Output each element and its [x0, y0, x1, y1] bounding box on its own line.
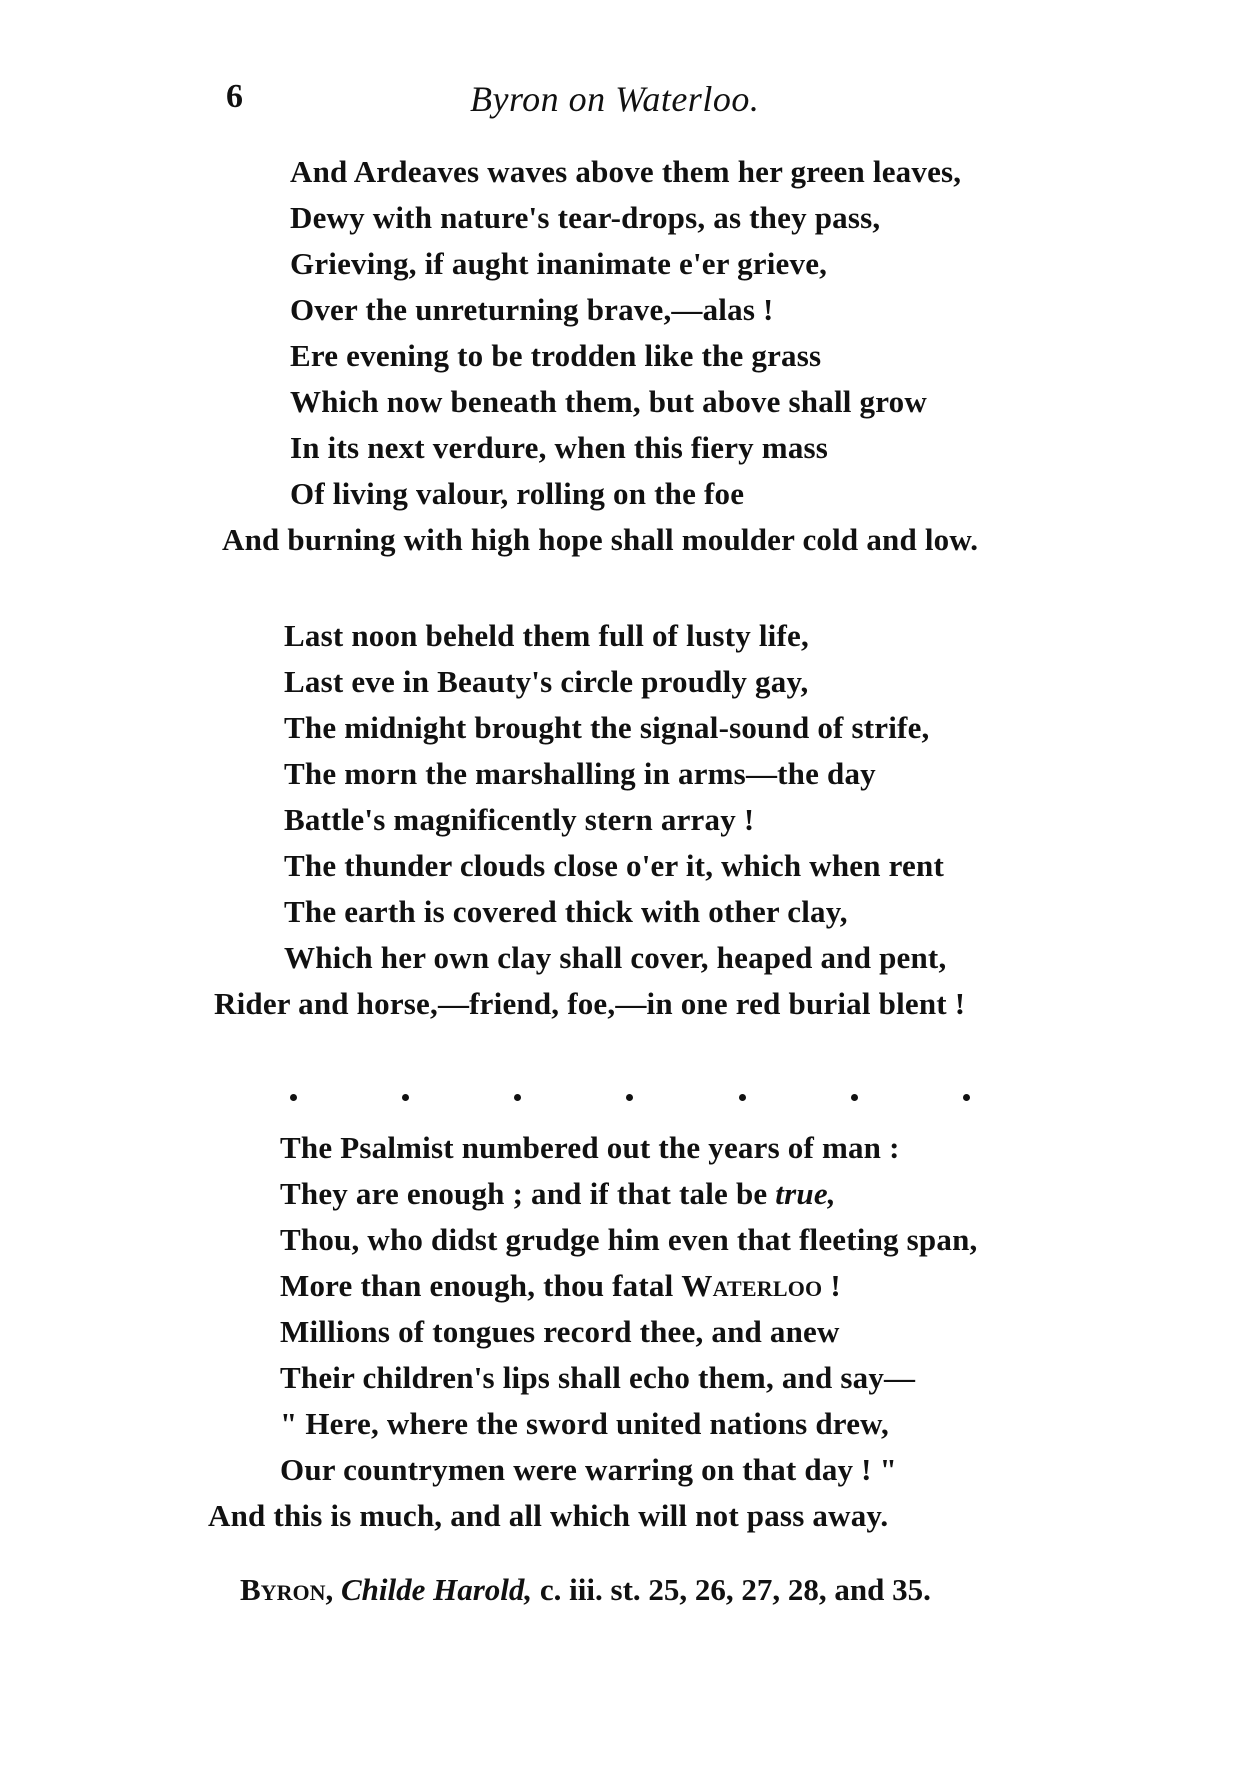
poem-line: And this is much, and all which will not pass away.: [208, 1498, 889, 1533]
poem-line: The morn the marshalling in arms—the day: [284, 756, 876, 791]
poem-line: Which now beneath them, but above shall grow: [290, 384, 927, 419]
poem-line: Millions of tongues record thee, and anew: [280, 1314, 840, 1349]
dot: [626, 1094, 633, 1101]
poem-line: The midnight brought the signal-sound of strife,: [284, 710, 930, 745]
poem-line: Over the unreturning brave,—alas !: [290, 292, 774, 327]
poem-line: Their children's lips shall echo them, and say—: [280, 1360, 916, 1395]
attribution-reference: c. iii. st. 25, 26, 27, 28, and 35.: [532, 1572, 931, 1607]
dot: [739, 1094, 746, 1101]
attribution-author: Byron: [240, 1572, 326, 1607]
page-number: 6: [226, 78, 243, 115]
poem-line: Ere evening to be trodden like the grass: [290, 338, 822, 373]
attribution: Byron, Childe Harold, c. iii. st. 25, 26, 27, 28, and 35.: [240, 1572, 931, 1607]
running-title: Byron on Waterloo.: [470, 79, 760, 119]
poem-line: [280, 1266, 841, 1306]
poem-line: Battle's magnificently stern array !: [284, 802, 755, 837]
poem-line-end: !: [822, 1268, 841, 1303]
poem-line: The thunder clouds close o'er it, which when rent: [284, 848, 944, 883]
dot: [851, 1094, 858, 1101]
dot: [402, 1094, 409, 1101]
poem-line: And burning with high hope shall moulder cold and low.: [222, 522, 979, 557]
poem-line: Last noon beheld them full of lusty life,: [284, 618, 809, 653]
dot: [963, 1094, 970, 1101]
poem-line: Our countrymen were warring on that day ! ": [280, 1452, 898, 1487]
poem-line: Grieving, if aught inanimate e'er grieve,: [290, 246, 828, 281]
poem-line: The earth is covered thick with other clay,: [284, 894, 848, 929]
poem-line: Which her own clay shall cover, heaped and pent,: [284, 940, 947, 975]
poem-line: And Ardeaves waves above them her green leaves,: [290, 154, 962, 189]
waterloo-smallcaps: Waterloo: [681, 1268, 823, 1303]
ellipsis-dots: [290, 1082, 970, 1112]
poem-line: Thou, who didst grudge him even that fleeting span,: [280, 1222, 978, 1257]
poem-line: Rider and horse,—friend, foe,—in one red burial blent !: [214, 986, 966, 1021]
poem-line: Of living valour, rolling on the foe: [290, 476, 745, 511]
page-header: [0, 78, 1259, 128]
poem-line: Dewy with nature's tear-drops, as they pass,: [290, 200, 881, 235]
dot: [290, 1094, 297, 1101]
poem-line: [280, 1174, 836, 1214]
poem-line: Last eve in Beauty's circle proudly gay,: [284, 664, 809, 699]
emphasis-true: true,: [775, 1176, 836, 1211]
attribution-work: Childe Harold,: [340, 1572, 533, 1607]
poem-line: The Psalmist numbered out the years of man :: [280, 1130, 900, 1165]
poem-line: In its next verdure, when this fiery mass: [290, 430, 829, 465]
dot: [514, 1094, 521, 1101]
poem-line-text: More than enough, thou fatal: [280, 1268, 682, 1303]
poem-line: " Here, where the sword united nations drew,: [280, 1406, 889, 1441]
poem-line-text: They are enough ; and if that tale be: [280, 1176, 776, 1211]
